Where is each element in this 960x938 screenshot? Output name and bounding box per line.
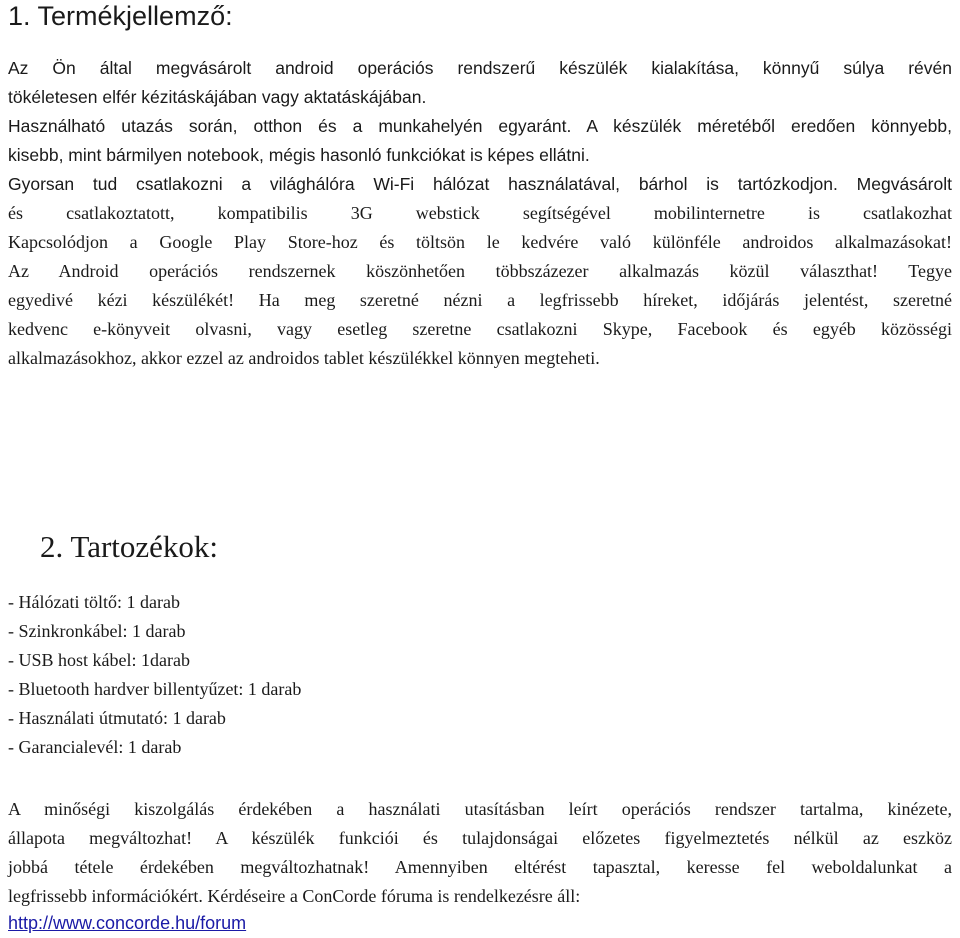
text-line: Az Android operációs rendszernek köszönhetően többszázezer alkalmazás közül választhat! Tegye <box>8 261 952 281</box>
text-line: legfrissebb információkért. Kérdéseire a ConCorde fóruma is rendelkezésre áll: <box>8 886 581 906</box>
list-item: - Használati útmutató: 1 darab <box>8 708 226 728</box>
list-item: - Hálózati töltő: 1 darab <box>8 592 180 612</box>
text-line: jobbá tétele érdekében megváltozhatnak! Amennyiben eltérést tapasztal, keresse fel weboldalunkat a <box>8 857 952 877</box>
text-line: állapota megváltozhat! A készülék funkciói és tulajdonságai előzetes figyelmeztetés nélkül az eszköz <box>8 828 952 848</box>
text-line: egyedivé kézi készülékét! Ha meg szeretné nézni a legfrissebb híreket, időjárás jelentést, szeretné <box>8 290 952 310</box>
section-heading-features: 1. Termékjellemző: <box>8 1 233 31</box>
paragraph-intro <box>8 54 952 112</box>
text-line: Kapcsolódjon a Google Play Store-hoz és töltsön le kedvére való különféle androidos alkalmazásokat! <box>8 232 952 252</box>
text-line: kisebb, mint bármilyen notebook, mégis hasonló funkciókat is képes ellátni. <box>8 145 590 165</box>
section-heading-accessories: 2. Tartozékok: <box>40 529 219 564</box>
accessories-list <box>8 588 301 762</box>
forum-link[interactable]: http://www.concorde.hu/forum <box>8 913 247 933</box>
paragraph-disclaimer <box>8 795 952 911</box>
text-line: A minőségi kiszolgálás érdekében a használati utasításban leírt operációs rendszer tartalma, kinézete, <box>8 799 952 819</box>
list-item: - Szinkronkábel: 1 darab <box>8 621 186 641</box>
paragraph-usage <box>8 112 952 170</box>
list-item: - USB host kábel: 1darab <box>8 650 190 670</box>
text-line: Az Ön által megvásárolt android operációs rendszerű készülék kialakítása, könnyű súlya révén <box>8 58 952 78</box>
list-item: - Garancialevél: 1 darab <box>8 737 182 757</box>
paragraph-connectivity <box>8 170 952 373</box>
list-item: - Bluetooth hardver billentyűzet: 1 darab <box>8 679 302 699</box>
text-line: kedvenc e-könyveit olvasni, vagy esetleg szeretne csatlakozni Skype, Facebook és egyéb közösségi <box>8 319 952 339</box>
text-line: Használható utazás során, otthon és a munkahelyén egyaránt. A készülék méretéből eredően könnyebb, <box>8 116 952 136</box>
text-line: tökéletesen elfér kézitáskájában vagy aktatáskájában. <box>8 87 427 107</box>
text-line: és csatlakoztatott, kompatibilis 3G webstick segítségével mobilinternetre is csatlakozhat <box>8 203 952 223</box>
text-line: Gyorsan tud csatlakozni a világhálóra Wi-Fi hálózat használatával, bárhol is tartózkodjon. Megvásárolt <box>8 174 952 194</box>
text-line: alkalmazásokhoz, akkor ezzel az androidos tablet készülékkel könnyen megteheti. <box>8 348 600 368</box>
